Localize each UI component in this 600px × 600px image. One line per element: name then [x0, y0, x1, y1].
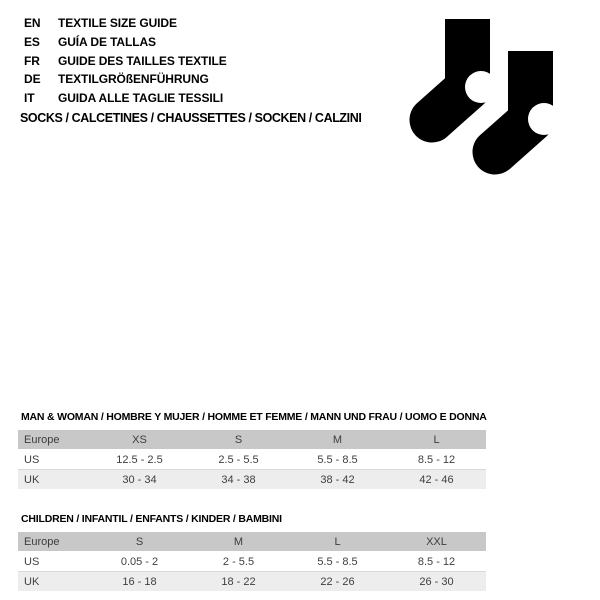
column-header: S: [189, 430, 288, 450]
column-header: Europe: [18, 532, 90, 552]
column-header: L: [387, 430, 486, 450]
category-heading: SOCKS / CALCETINES / CHAUSSETTES / SOCKEN / CALZINI: [20, 111, 362, 125]
size-value: 42 - 46: [387, 470, 486, 490]
size-value: 8.5 - 12: [387, 552, 486, 572]
language-label: GUIDE DES TAILLES TEXTILE: [58, 53, 227, 68]
table-row: [18, 572, 486, 592]
table-row: [18, 552, 486, 572]
language-code: ES: [24, 35, 40, 50]
size-value: 26 - 30: [387, 572, 486, 592]
size-value: 8.5 - 12: [387, 450, 486, 470]
column-header: L: [288, 532, 387, 552]
table-header-row: [18, 430, 486, 450]
language-label: TEXTILGRÖßENFÜHRUNG: [58, 72, 209, 87]
socks-icon: [404, 16, 569, 181]
language-row: [24, 33, 227, 52]
language-code: FR: [24, 53, 40, 68]
column-header: M: [288, 430, 387, 450]
language-row: [24, 14, 227, 33]
size-value: 22 - 26: [288, 572, 387, 592]
size-table-block-man-woman: [18, 412, 486, 489]
language-label: GUIDA ALLE TAGLIE TESSILI: [58, 91, 224, 106]
size-tables: [18, 412, 486, 591]
language-code: DE: [24, 72, 41, 87]
language-row: [24, 89, 227, 108]
column-header: S: [90, 532, 189, 552]
size-table-block-children: [18, 514, 486, 591]
language-label: GUÍA DE TALLAS: [58, 35, 156, 50]
size-value: 0.05 - 2: [90, 552, 189, 572]
row-label: UK: [18, 572, 90, 592]
row-label: UK: [18, 470, 90, 490]
size-value: 2 - 5.5: [189, 552, 288, 572]
size-value: 30 - 34: [90, 470, 189, 490]
row-label: US: [18, 552, 90, 572]
size-value: 38 - 42: [288, 470, 387, 490]
language-list: [24, 14, 227, 107]
column-header: M: [189, 532, 288, 552]
size-table-man-woman: [18, 430, 486, 489]
size-value: 2.5 - 5.5: [189, 450, 288, 470]
column-header: Europe: [18, 430, 90, 450]
size-value: 18 - 22: [189, 572, 288, 592]
language-label: TEXTILE SIZE GUIDE: [58, 16, 177, 31]
language-row: [24, 70, 227, 89]
size-value: 5.5 - 8.5: [288, 450, 387, 470]
size-value: 12.5 - 2.5: [90, 450, 189, 470]
table-row: [18, 470, 486, 490]
size-table-children: [18, 532, 486, 591]
language-row: [24, 51, 227, 70]
size-value: 5.5 - 8.5: [288, 552, 387, 572]
size-value: 34 - 38: [189, 470, 288, 490]
row-label: US: [18, 450, 90, 470]
column-header: XXL: [387, 532, 486, 552]
table-row: [18, 450, 486, 470]
table-header-row: [18, 532, 486, 552]
table-title: CHILDREN / INFANTIL / ENFANTS / KINDER / BAMBINI: [21, 513, 282, 525]
language-code: EN: [24, 16, 41, 31]
language-code: IT: [24, 91, 35, 106]
table-title: MAN & WOMAN / HOMBRE Y MUJER / HOMME ET FEMME / MANN UND FRAU / UOMO E DONNA: [21, 411, 487, 423]
size-value: 16 - 18: [90, 572, 189, 592]
column-header: XS: [90, 430, 189, 450]
